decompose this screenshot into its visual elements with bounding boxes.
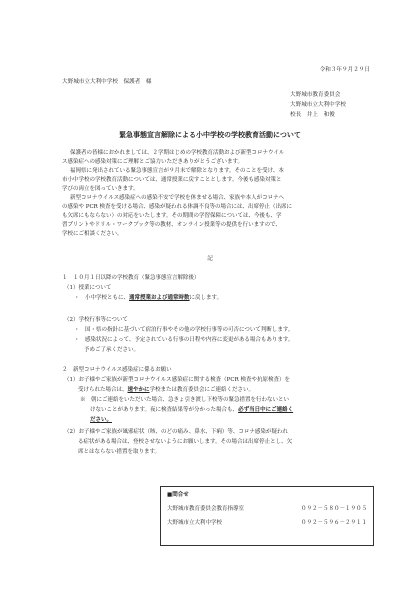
p1-post: 学校または教育委員会にご連絡ください。 — [149, 387, 255, 393]
section1-sub2-label: （2）学校行事等について — [64, 317, 128, 323]
contact-tel: ０９２－５９６－２９１１ — [300, 520, 367, 526]
page-title: 緊急事態宣言解除による小中学校の学校教育活動について — [119, 130, 301, 139]
section2-note-line — [90, 406, 293, 415]
sender-org: 大野城市教育委員会 — [290, 92, 341, 98]
intro-line: も欠席にもならない）の対応をいたします。その期間の学習保障については、今後も、学 — [62, 213, 282, 219]
intro-line: ス感染症への感染対策にご理解とご協力いただきありがとうございます。 — [62, 159, 244, 165]
section1-sub1-label: （1）授業について — [64, 285, 112, 291]
intro-line: 新型コロナウイルス感染症への感染不安で学校を休ませる場合、家族や本人がコロナへ — [70, 195, 285, 201]
intro-line: 習プリントやドリル・ワークブック等の教材、オンライン授業等の提供を行いますので、 — [62, 222, 282, 228]
section1-sub1-item — [74, 294, 222, 303]
contact-heading: ■問合せ — [167, 492, 189, 498]
section1-sub2-item: ・ 国・県の指針に基づいて宿泊行事やその他の学校行事等の可否について判断します。 — [74, 327, 294, 333]
note-text: けないことがあります。夜に検査結果等が分かった場合も、 — [90, 407, 239, 413]
contact-tel: ０９２－５８０－１９０５ — [300, 506, 367, 512]
intro-line: の感染や PCR 検査を受ける場合、感染が疑われる体調不良等の場合には、出席停止（出席に — [62, 204, 293, 210]
sender-principal: 校長 井上 和俊 — [290, 112, 335, 118]
contact-row — [167, 519, 367, 528]
date: 令和３年９月２９日 — [319, 67, 370, 73]
section2-p1-line: （1）お子様やご家族が新型コロナウイルス感染症に関する検査（PCR 検査や抗原検査）を — [64, 377, 290, 383]
section2-heading: ２ 新型コロナウイルス感染症に係るお願い — [62, 367, 172, 373]
ki-mark: 記 — [207, 256, 213, 262]
contact-box — [160, 486, 374, 546]
p1-pre: 受けられた場合は、 — [78, 387, 128, 393]
sender-school: 大野城市立大利中学校 — [290, 102, 346, 108]
note-emphasis-cont: ださい。 — [90, 417, 113, 423]
intro-line: 市小中学校の学校教育活動については、通常授業に戻すこととします。今後も感染対策と — [62, 177, 282, 183]
sub1-post: に戻します。 — [189, 295, 223, 301]
section1-sub2-item: ・ 感染状況によって、予定されている行事の日程や内容に変更がある場合もあります。 — [74, 337, 294, 343]
intro-line: 学校にご相談ください。 — [62, 231, 123, 237]
note-emphasis: 必ず当日中にご連絡く — [238, 407, 294, 413]
recipient: 大野城市立大利中学校 保護者 様 — [62, 79, 152, 85]
intro-line: 福岡県に発出されている緊急事態宣言が９月末で解除となります。そのことを受け、本 — [70, 168, 284, 174]
section2-note-line — [90, 416, 112, 425]
intro-line: 保護者の皆様におかれましては、２学期はじめの学校教育活動および新型コロナウイル — [70, 150, 285, 156]
section1-heading: １ １０月１日以降の学校教育（緊急事態宣言解除後） — [62, 275, 200, 281]
contact-row — [167, 505, 367, 514]
section1-sub2-item-cont: 予めご了承ください。 — [84, 347, 140, 353]
p1-emphasis: 速やかに — [127, 387, 150, 393]
sub1-emphasis: 通常授業および通常時数 — [129, 295, 190, 301]
sub1-pre: ・ 小中学校ともに、 — [74, 295, 130, 301]
section2-note-line: ※ 朝にご連絡をいただいた場合、急きょ引き渡し下校等の緊急措置を行わないとい — [80, 397, 290, 403]
contact-org: 大野城市教育委員会教育指導室 — [167, 506, 245, 512]
section2-p1-line — [78, 386, 254, 395]
section2-p2-line: る症状がある場合は、登校させないようにお願いします。その場合は出席停止とし、欠 — [78, 439, 293, 445]
section2-p2-line: 席とはならない措置を取ります。 — [78, 449, 161, 455]
intro-line: 学びの両立を図っていきます。 — [62, 186, 139, 192]
section2-p2-line: （2）お子様やご家族が風邪症状（咳、のどの痛み、鼻水、下痢）等、コロナ感染が疑われ — [64, 429, 288, 435]
contact-org: 大野城市立大利中学校 — [167, 520, 223, 526]
